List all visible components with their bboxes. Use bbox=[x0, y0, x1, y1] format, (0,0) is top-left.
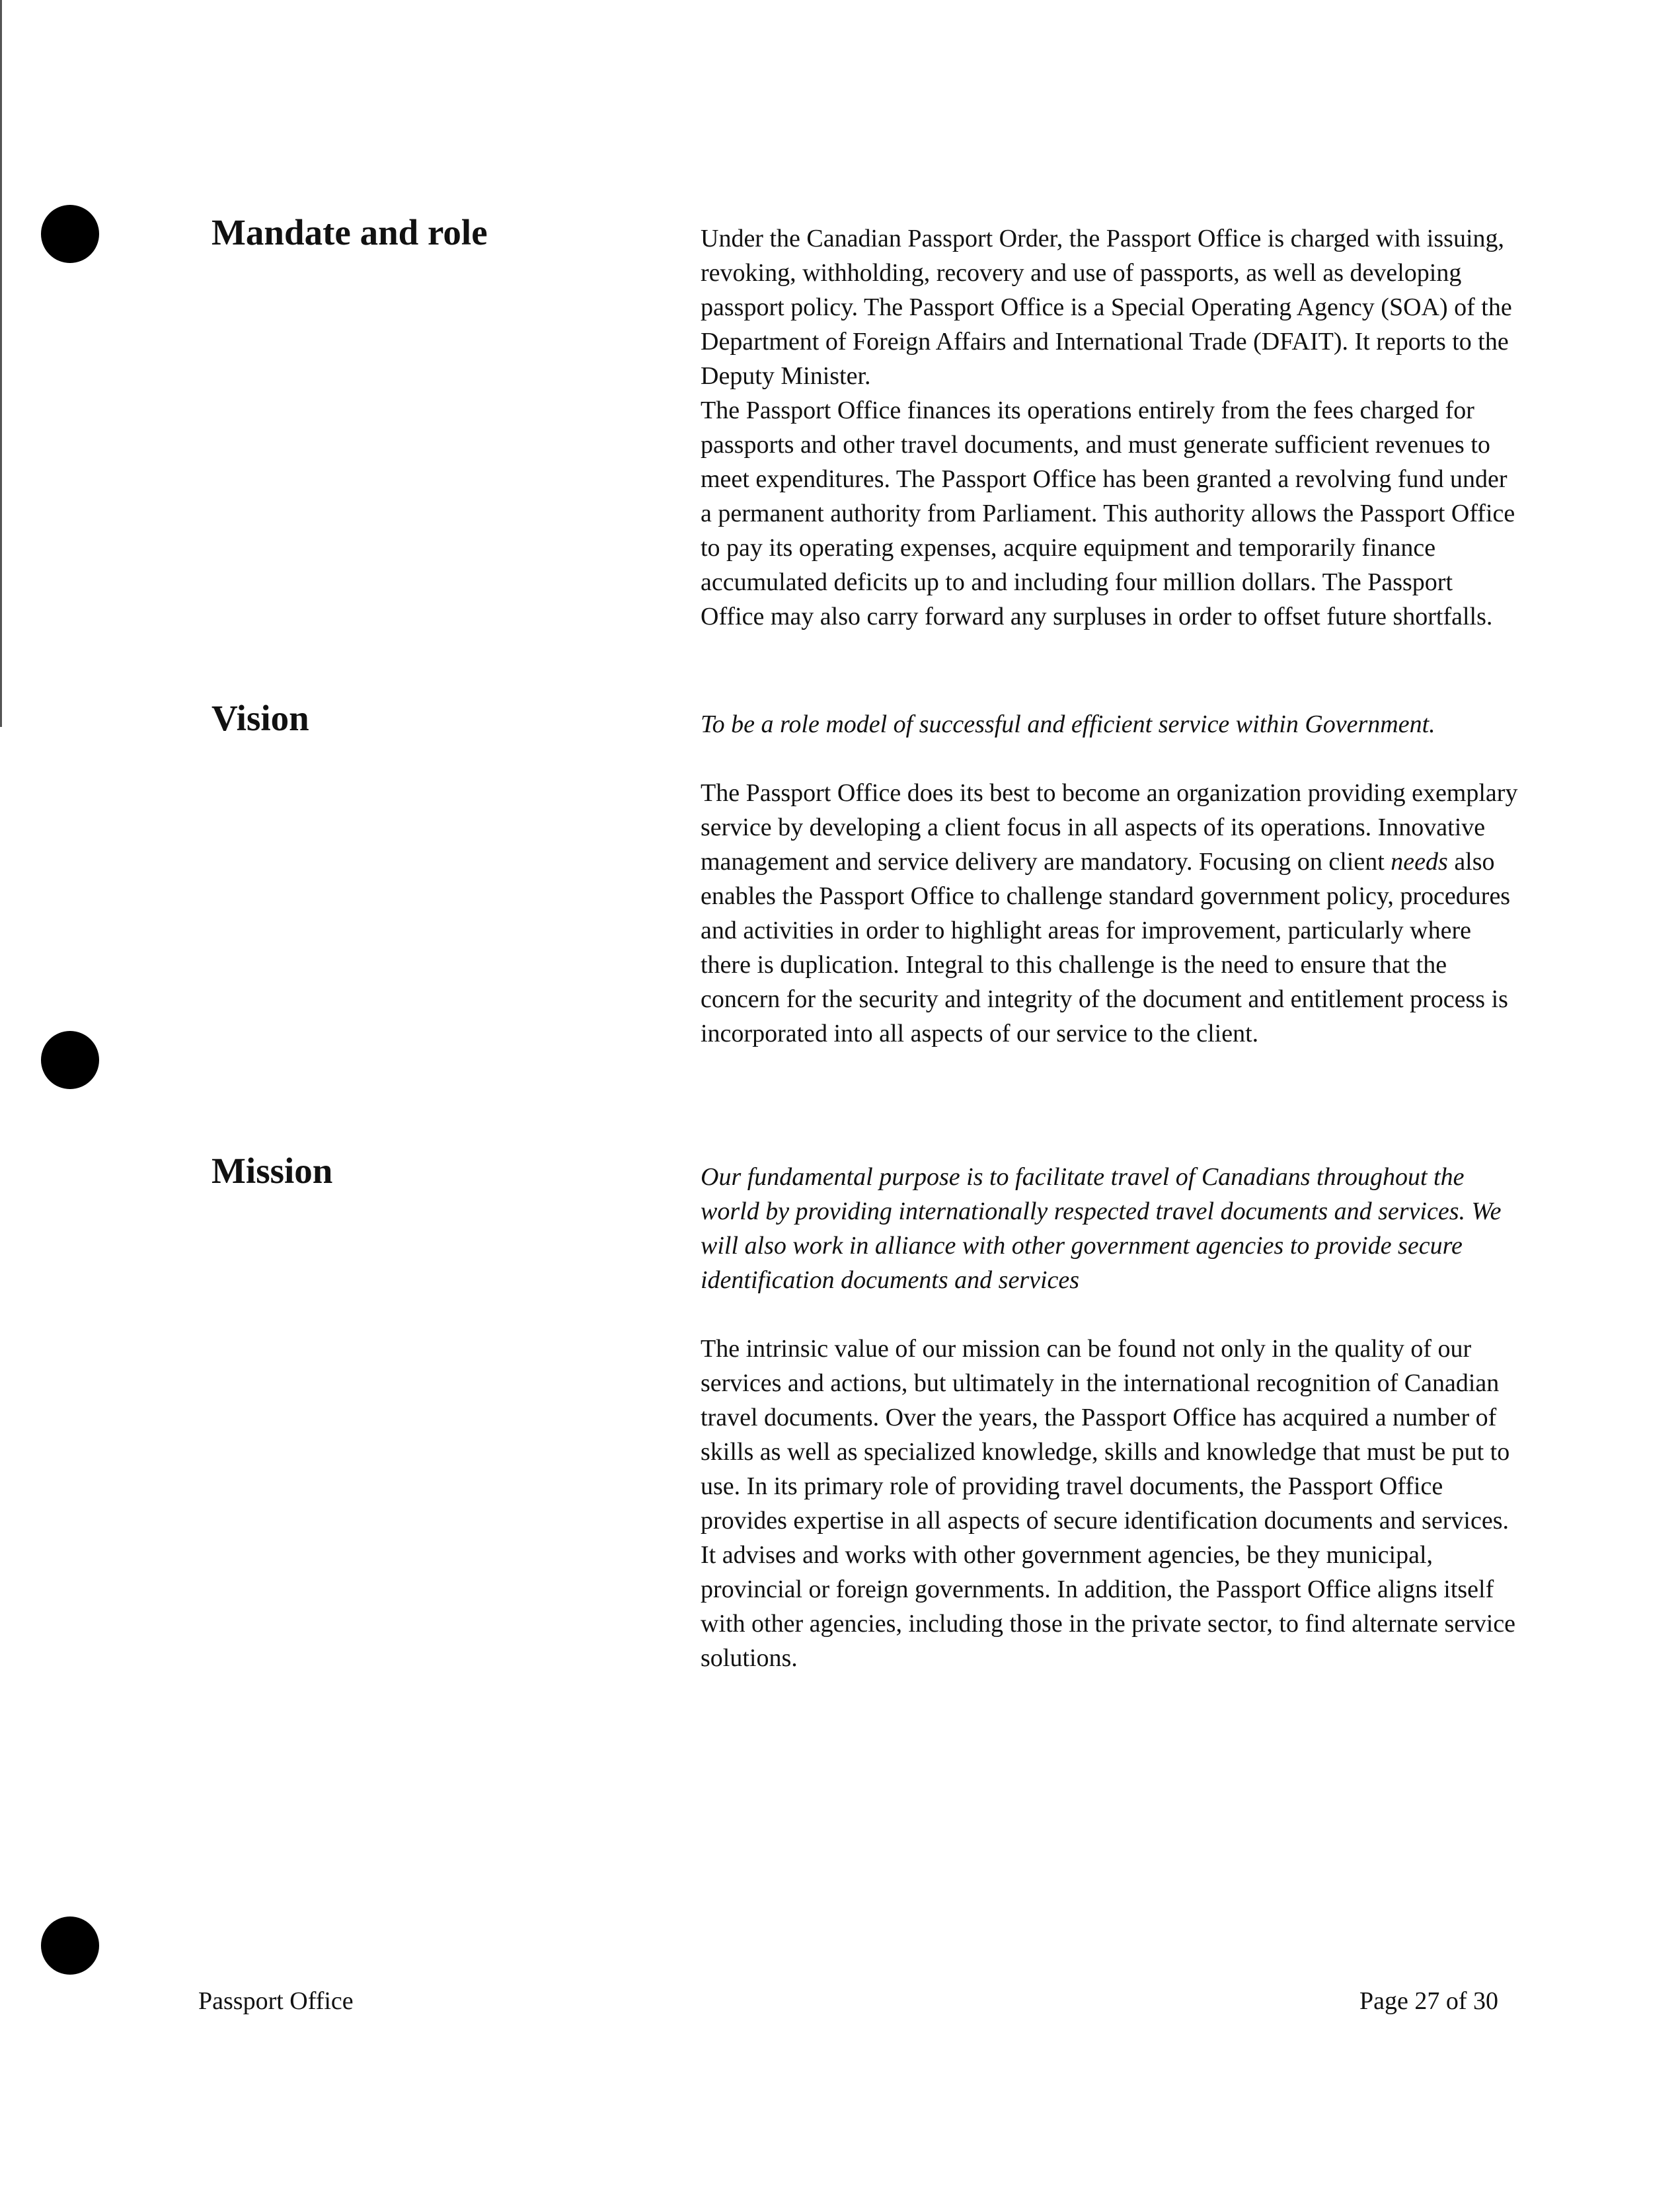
vision-statement: To be a role model of successful and efficient service within Government. bbox=[701, 710, 1435, 738]
mandate-section bbox=[701, 221, 1520, 634]
punch-hole-bottom bbox=[41, 1916, 99, 1975]
punch-hole-middle bbox=[41, 1031, 99, 1089]
mission-section bbox=[701, 1160, 1520, 1675]
page-edge-line bbox=[0, 0, 2, 727]
vision-text-part-1: The Passport Office does its best to become an organization providing exemplary service by developing a client focus in all aspects of its operations. Innovative management and service delivery are mandatory. Focusing on client bbox=[701, 779, 1518, 876]
vision-section bbox=[701, 707, 1520, 1051]
mission-heading: Mission bbox=[211, 1151, 333, 1191]
vision-heading: Vision bbox=[211, 698, 309, 738]
footer-page-number: Page 27 of 30 bbox=[1359, 1987, 1498, 2015]
vision-paragraph bbox=[701, 776, 1520, 1051]
mission-statement: Our fundamental purpose is to facilitate travel of Canadians throughout the world by providing internationally respected travel documents and services. We will also work in alliance with other government agencies to provide secure identification documents and services bbox=[701, 1163, 1502, 1294]
mission-paragraph: The intrinsic value of our mission can be found not only in the quality of our services and actions, but ultimately in the international recognition of Canadian travel documents. Over the years, the Passport Office has acquired a number of skills as well as specialized knowledge, skills and knowledge that must be put to use. In its primary role of providing travel documents, the Passport Office provides expertise in all aspects of secure identification documents and services. It advises and works with other government agencies, be they municipal, provincial or foreign governments. In addition, the Passport Office aligns itself with other agencies, including those in the private sector, to find alternate service solutions. bbox=[701, 1335, 1516, 1672]
vision-text-emphasis: needs bbox=[1391, 848, 1448, 876]
footer-organization: Passport Office bbox=[198, 1987, 354, 2015]
mandate-heading: Mandate and role bbox=[211, 212, 488, 252]
punch-hole-top bbox=[41, 205, 99, 263]
vision-text-part-2: also enables the Passport Office to challenge standard government policy, procedures and activities in order to highlight areas for improvement, particularly where there is duplication. Integral to this challenge is the need to ensure that the concern for the security and integrity of the document and entitlement process is incorporated into all aspects of our service to the client. bbox=[701, 848, 1511, 1047]
mandate-paragraph-2: The Passport Office finances its operations entirely from the fees charged for passports and other travel documents, and must generate sufficient revenues to meet expenditures. The Passport Office has been granted a revolving fund under a permanent authority from Parliament. This authority allows the Passport Office to pay its operating expenses, acquire equipment and temporarily finance accumulated deficits up to and including four million dollars. The Passport Office may also carry forward any surpluses in order to offset future shortfalls. bbox=[701, 397, 1515, 630]
mandate-paragraph-1: Under the Canadian Passport Order, the Passport Office is charged with issuing, revoking, withholding, recovery and use of passports, as well as developing passport policy. The Passport Office is a Special Operating Agency (SOA) of the Department of Foreign Affairs and International Trade (DFAIT). It reports to the Deputy Minister. bbox=[701, 225, 1512, 390]
